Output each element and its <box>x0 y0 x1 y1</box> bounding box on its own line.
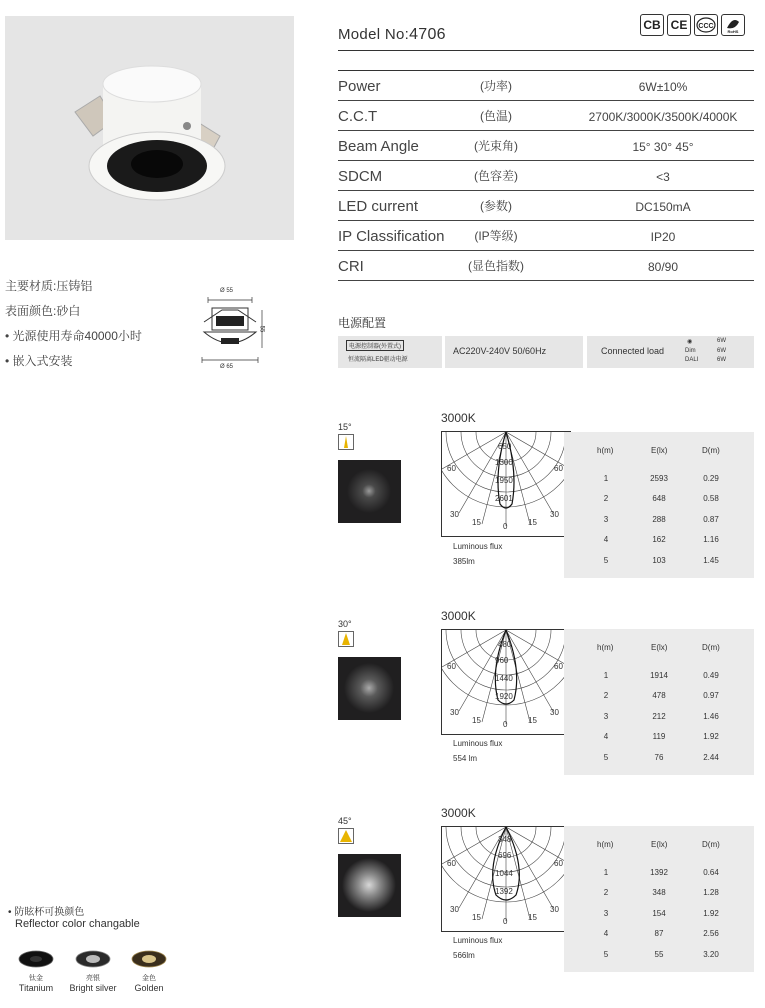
beam-cone-icon <box>338 828 354 844</box>
table-cell: 154 <box>652 909 666 918</box>
ring-value: 696 <box>498 851 512 860</box>
angle-label: 15 <box>528 913 537 922</box>
table-cell: 3.20 <box>703 950 719 959</box>
driver-label-1: 电源控制器(外置式) <box>346 340 404 351</box>
voltage-box <box>445 336 583 368</box>
ring-value: 1392 <box>495 887 513 896</box>
spec-value: 6W±10% <box>638 80 688 94</box>
spec-label: SDCM <box>338 168 383 185</box>
load-label-dim: Dim <box>685 348 696 354</box>
spec-row-led-current <box>338 190 754 221</box>
reflector-cn: 亮银 <box>86 975 100 982</box>
angle-label: 30 <box>550 708 559 717</box>
table-cell: 2 <box>603 888 609 897</box>
table-cell: 4 <box>603 732 609 741</box>
table-cell: 5 <box>603 753 609 762</box>
spec-cn: (功率) <box>480 79 512 93</box>
flux-label: Luminous flux <box>453 739 503 748</box>
table-cell: 648 <box>652 494 666 503</box>
table-cell: 0.64 <box>703 868 719 877</box>
col-header: D(m) <box>702 643 720 652</box>
driver-label-2: 恒流隔离LED驱动电源 <box>348 357 408 363</box>
angle-label: 15 <box>472 518 481 527</box>
table-cell: 76 <box>654 753 664 762</box>
table-cell: 87 <box>654 929 664 938</box>
illuminance-table <box>564 826 754 972</box>
spec-cn: (IP等级) <box>474 229 518 243</box>
model-label: Model No: <box>338 26 410 43</box>
angle-label: 15 <box>528 716 537 725</box>
angle-label: 30 <box>550 510 559 519</box>
beam-angle-30: 30° <box>338 619 352 629</box>
col-header: h(m) <box>597 643 614 652</box>
flux-label: Luminous flux <box>453 936 503 945</box>
dim-bottom: Ø 65 <box>220 364 234 370</box>
cct-label: 3000K <box>441 411 476 425</box>
spec-row-sdcm <box>338 160 754 191</box>
angle-label: 60 <box>554 662 563 671</box>
table-cell: 162 <box>652 535 666 544</box>
header-divider <box>338 50 754 51</box>
ring-value: 348 <box>498 835 512 844</box>
table-cell: 55 <box>654 950 664 959</box>
load-box <box>587 336 754 368</box>
spec-label: Beam Angle <box>338 138 419 155</box>
col-header: E(lx) <box>651 643 668 652</box>
col-header: h(m) <box>597 446 614 455</box>
col-header: D(m) <box>702 446 720 455</box>
ring-value: 1440 <box>495 674 513 683</box>
table-cell: 0.97 <box>703 691 719 700</box>
angle-label: 60 <box>447 464 456 473</box>
driver-box <box>338 336 442 368</box>
table-cell: 0.87 <box>703 515 719 524</box>
reflector-option-titanium <box>15 950 57 993</box>
cct-label: 3000K <box>441 806 476 820</box>
table-cell: 478 <box>652 691 666 700</box>
table-cell: 1.46 <box>703 712 719 721</box>
spec-value: DC150mA <box>635 200 691 214</box>
table-cell: 3 <box>603 515 609 524</box>
angle-label: 30 <box>450 510 459 519</box>
load-value-2: 6W <box>717 348 726 354</box>
silver-reflector-icon <box>75 950 111 968</box>
angle-label: 15 <box>472 716 481 725</box>
spec-label: C.C.T <box>338 108 378 125</box>
beam-angle-45: 45° <box>338 816 352 826</box>
spec-row-cct <box>338 100 754 131</box>
angle-label: 0 <box>503 917 508 926</box>
flux-value: 566lm <box>453 951 475 960</box>
reflector-cn: 金色 <box>142 975 156 982</box>
table-cell: 1.45 <box>703 556 719 565</box>
reflector-en: Bright silver <box>69 983 117 993</box>
table-cell: 5 <box>603 556 609 565</box>
angle-label: 60 <box>554 464 563 473</box>
table-cell: 3 <box>603 712 609 721</box>
reflector-option-golden <box>128 950 170 993</box>
model-value: 4706 <box>409 26 446 43</box>
table-cell: 1914 <box>650 671 668 680</box>
table-cell: 0.49 <box>703 671 719 680</box>
spec-row-ip <box>338 220 754 251</box>
table-cell: 2.56 <box>703 929 719 938</box>
svg-text:CCC: CCC <box>698 23 714 30</box>
spec-label: CRI <box>338 258 364 275</box>
dimension-drawing <box>196 288 276 374</box>
col-header: D(m) <box>702 840 720 849</box>
table-cell: 103 <box>652 556 666 565</box>
table-cell: 3 <box>603 909 609 918</box>
beam-angle-15: 15° <box>338 422 352 432</box>
install-line: • 嵌入式安装 <box>5 354 73 368</box>
ring-value: 1920 <box>495 692 513 701</box>
ring-value: 960 <box>495 656 509 665</box>
beam-cone-icon <box>338 434 354 450</box>
spec-label: Power <box>338 78 381 95</box>
svg-text:RoHS: RoHS <box>727 29 739 34</box>
col-header: E(lx) <box>651 840 668 849</box>
spec-label: IP Classification <box>338 228 445 245</box>
ce-cert-icon: CE <box>667 14 691 36</box>
table-cell: 2 <box>603 691 609 700</box>
golden-reflector-icon <box>131 950 167 968</box>
table-cell: 288 <box>652 515 666 524</box>
col-header: h(m) <box>597 840 614 849</box>
table-cell: 1.28 <box>703 888 719 897</box>
table-cell: 119 <box>652 732 666 741</box>
spec-cn: (色容差) <box>474 169 518 183</box>
angle-label: 0 <box>503 522 508 531</box>
table-cell: 1 <box>603 474 609 483</box>
spec-value: 2700K/3000K/3500K/4000K <box>588 110 738 124</box>
table-cell: 0.58 <box>703 494 719 503</box>
angle-label: 60 <box>554 859 563 868</box>
spec-value: <3 <box>656 170 670 184</box>
dim-side: 55 <box>258 325 265 333</box>
col-header: E(lx) <box>651 446 668 455</box>
power-section-title: 电源配置 <box>338 316 387 330</box>
light-spot-image <box>338 854 401 917</box>
load-value-1: 6W <box>717 338 726 344</box>
ring-value: 1044 <box>495 869 513 878</box>
spec-cn: (色温) <box>480 109 512 123</box>
ring-value: 1300 <box>495 458 513 467</box>
spec-row-beam-angle <box>338 130 754 161</box>
reflector-title-cn: • 防眩杯可换颜色 <box>8 907 85 918</box>
polar-diagram <box>441 629 571 735</box>
flux-value: 385lm <box>453 557 475 566</box>
spec-row-power <box>338 70 754 101</box>
spec-cn: (显色指数) <box>468 259 524 273</box>
table-cell: 4 <box>603 535 609 544</box>
table-cell: 1.92 <box>703 732 719 741</box>
ring-value: 1950 <box>495 476 513 485</box>
cb-cert-icon: CB <box>640 14 664 36</box>
polar-diagram <box>441 431 571 537</box>
reflector-option-bright-silver <box>64 950 122 993</box>
titanium-reflector-icon <box>18 950 54 968</box>
reflector-en: Titanium <box>18 983 54 993</box>
ring-value: 480 <box>498 640 512 649</box>
table-cell: 1.16 <box>703 535 719 544</box>
spec-value: 15° 30° 45° <box>632 140 694 154</box>
light-spot-image <box>338 460 401 523</box>
illuminance-table <box>564 432 754 578</box>
table-cell: 212 <box>652 712 666 721</box>
table-cell: 1392 <box>650 868 668 877</box>
table-cell: 2 <box>603 494 609 503</box>
angle-label: 15 <box>472 913 481 922</box>
table-cell: 1.92 <box>703 909 719 918</box>
spec-cn: (参数) <box>480 199 512 213</box>
product-photo <box>5 16 294 240</box>
angle-label: 60 <box>447 859 456 868</box>
ccc-cert-icon <box>694 14 718 36</box>
flux-label: Luminous flux <box>453 542 503 551</box>
rohs-cert-icon <box>721 14 745 36</box>
angle-label: 0 <box>503 720 508 729</box>
material-line: 主要材质:压铸铝 <box>5 279 93 293</box>
table-cell: 348 <box>652 888 666 897</box>
spec-row-cri <box>338 250 754 281</box>
flux-value: 554 lm <box>453 754 478 763</box>
angle-label: 30 <box>450 905 459 914</box>
table-cell: 5 <box>603 950 609 959</box>
angle-label: 15 <box>528 518 537 527</box>
spec-label: LED current <box>338 198 419 215</box>
reflector-en: Golden <box>134 983 164 993</box>
reflector-title-en: Reflector color changable <box>15 918 140 930</box>
voltage-text: AC220V-240V 50/60Hz <box>453 346 547 356</box>
angle-label: 30 <box>550 905 559 914</box>
polar-diagram <box>441 826 571 932</box>
ring-value: 2601 <box>495 494 513 503</box>
table-cell: 2593 <box>650 474 668 483</box>
load-value-3: 6W <box>717 357 726 363</box>
illuminance-table <box>564 629 754 775</box>
light-spot-image <box>338 657 401 720</box>
certification-badges <box>640 14 745 36</box>
load-label-dali: DALI <box>685 357 699 363</box>
model-number <box>338 26 446 44</box>
angle-label: 60 <box>447 662 456 671</box>
lifetime-line: • 光源使用寿命40000小时 <box>5 329 142 343</box>
spec-value: IP20 <box>650 230 676 244</box>
ring-value: 650 <box>498 442 512 451</box>
beam-cone-icon <box>338 631 354 647</box>
spec-cn: (光束角) <box>474 139 518 153</box>
table-cell: 4 <box>603 929 609 938</box>
table-cell: 2.44 <box>703 753 719 762</box>
table-cell: 1 <box>603 868 609 877</box>
angle-label: 30 <box>450 708 459 717</box>
table-cell: 0.29 <box>703 474 719 483</box>
table-cell: 1 <box>603 671 609 680</box>
dim-top: Ø 55 <box>220 288 234 294</box>
load-label: Connected load <box>601 346 665 356</box>
spec-value: 80/90 <box>647 260 679 274</box>
reflector-cn: 钛金 <box>29 975 43 982</box>
dimmer-dial-icon: ◉ <box>687 339 693 345</box>
surface-color-line: 表面颜色:砂白 <box>5 304 81 318</box>
cct-label: 3000K <box>441 609 476 623</box>
